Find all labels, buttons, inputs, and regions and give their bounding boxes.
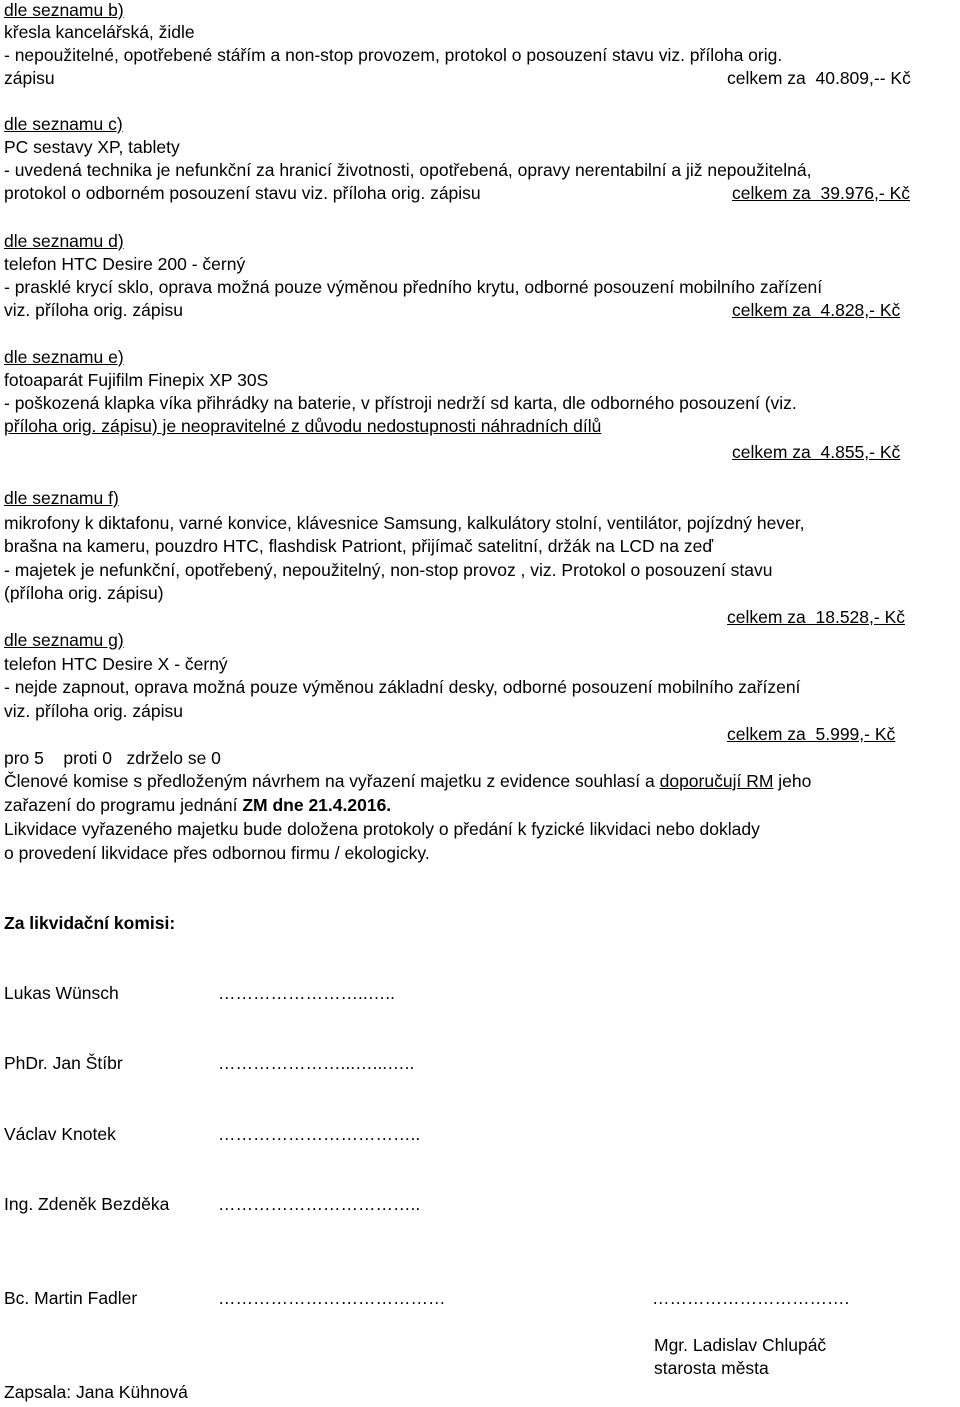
resolution-line1-text: Členové komise s předloženým návrhem na vyřazení majetku z evidence souhlasí a — [4, 771, 660, 791]
meeting-date: ZM dne 21.4.2016. — [242, 795, 392, 815]
section-d-desc-line2: viz. příloha orig. zápisu — [4, 300, 183, 320]
signature-line: ………………………………… — [218, 1288, 446, 1308]
recorded-by: Zapsala: Jana Kühnová — [4, 1382, 188, 1402]
resolution-line2-text: zařazení do programu jednání — [4, 795, 243, 815]
section-c-desc-line1: - uvedená technika je nefunkční za hranicí životnosti, opotřebená, opravy nerentabilní a již nepoužitelná, — [4, 160, 812, 180]
section-f-item-line2: brašna na kameru, pouzdro HTC, flashdisk Patriont, přijímač satelitní, držák na LCD na zeď — [4, 536, 714, 556]
signature-line: …………………………….. — [218, 1124, 421, 1144]
section-c-heading: dle seznamu c) — [4, 114, 123, 134]
section-e-total: celkem za 4.855,- Kč — [732, 442, 901, 462]
signatory-name: PhDr. Jan Štíbr — [4, 1053, 123, 1073]
section-g-total: celkem za 5.999,- Kč — [727, 724, 896, 744]
section-c-item: PC sestavy XP, tablety — [4, 137, 180, 157]
section-d-desc-line1: - prasklé krycí sklo, oprava možná pouze výměnou předního krytu, odborné posouzení mobilního zařízení — [4, 277, 823, 297]
mayor-name: Mgr. Ladislav Chlupáč — [654, 1335, 827, 1355]
section-g-heading: dle seznamu g) — [4, 630, 124, 650]
section-d-heading: dle seznamu d) — [4, 231, 124, 251]
section-g-desc-line2: viz. příloha orig. zápisu — [4, 701, 183, 721]
resolution-line1-end: jeho — [773, 771, 812, 791]
section-b-desc-line1: - nepoužitelné, opotřebené stářím a non-stop provozem, protokol o posouzení stavu viz. příloha orig. — [4, 45, 783, 65]
section-c-desc-line2: protokol o odborném posouzení stavu viz. příloha orig. zápisu — [4, 183, 481, 203]
section-f-desc-line2: (příloha orig. zápisu) — [4, 583, 164, 603]
section-b-desc-line2: zápisu — [4, 68, 55, 88]
signature-line: …………………………….. — [218, 1194, 421, 1214]
section-f-heading: dle seznamu f) — [4, 488, 119, 508]
resolution-line1 — [4, 771, 811, 791]
section-c-total: celkem za 39.976,- Kč — [732, 183, 910, 203]
signature-line: ……………………..….. — [218, 983, 395, 1003]
section-f-desc-line1: - majetek je nefunkční, opotřebený, nepoužitelný, non-stop provoz , viz. Protokol o posouzení stavu — [4, 560, 773, 580]
section-e-item: fotoaparát Fujifilm Finepix XP 30S — [4, 370, 269, 390]
resolution-line2 — [4, 795, 391, 815]
section-b-heading: dle seznamu b) — [4, 0, 124, 20]
mayor-title: starosta města — [654, 1358, 769, 1378]
section-g-desc-line1: - nejde zapnout, oprava možná pouze výměnou základní desky, odborné posouzení mobilního zařízení — [4, 677, 801, 697]
recommendation-link: doporučují RM — [659, 771, 774, 791]
section-d-item: telefon HTC Desire 200 - černý — [4, 254, 246, 274]
section-g-item: telefon HTC Desire X - černý — [4, 654, 228, 674]
vote-result: pro 5 proti 0 zdrželo se 0 — [4, 748, 221, 768]
signatory-name: Ing. Zdeněk Bezděka — [4, 1194, 170, 1214]
mayor-signature-line: ……………………………. — [652, 1288, 850, 1308]
section-e-desc-line1: - poškozená klapka víka přihrádky na baterie, v přístroji nedrží sd karta, dle odborného posouzení (viz. — [4, 393, 797, 413]
section-b-item: křesla kancelářská, židle — [4, 22, 195, 42]
section-b-total: celkem za 40.809,-- Kč — [727, 68, 911, 88]
resolution-line3: Likvidace vyřazeného majetku bude doložena protokoly o předání k fyzické likvidaci nebo doklady — [4, 819, 760, 839]
section-f-item-line1: mikrofony k diktafonu, varné konvice, klávesnice Samsung, kalkulátory stolní, ventilátor, pojízdný hever, — [4, 513, 805, 533]
signatory-name: Lukas Wünsch — [4, 983, 119, 1003]
signature-line: …………………...…...….. — [218, 1053, 415, 1073]
signatory-name: Václav Knotek — [4, 1124, 116, 1144]
section-e-desc-line2: příloha orig. zápisu) je neopravitelné z důvodu nedostupnosti náhradních dílů — [4, 416, 602, 436]
resolution-line4: o provedení likvidace přes odbornou firmu / ekologicky. — [4, 843, 430, 863]
section-f-total: celkem za 18.528,- Kč — [727, 607, 905, 627]
section-d-total: celkem za 4.828,- Kč — [732, 300, 901, 320]
signatory-name: Bc. Martin Fadler — [4, 1288, 138, 1308]
section-e-heading: dle seznamu e) — [4, 347, 124, 367]
commission-heading: Za likvidační komisi: — [4, 913, 176, 933]
